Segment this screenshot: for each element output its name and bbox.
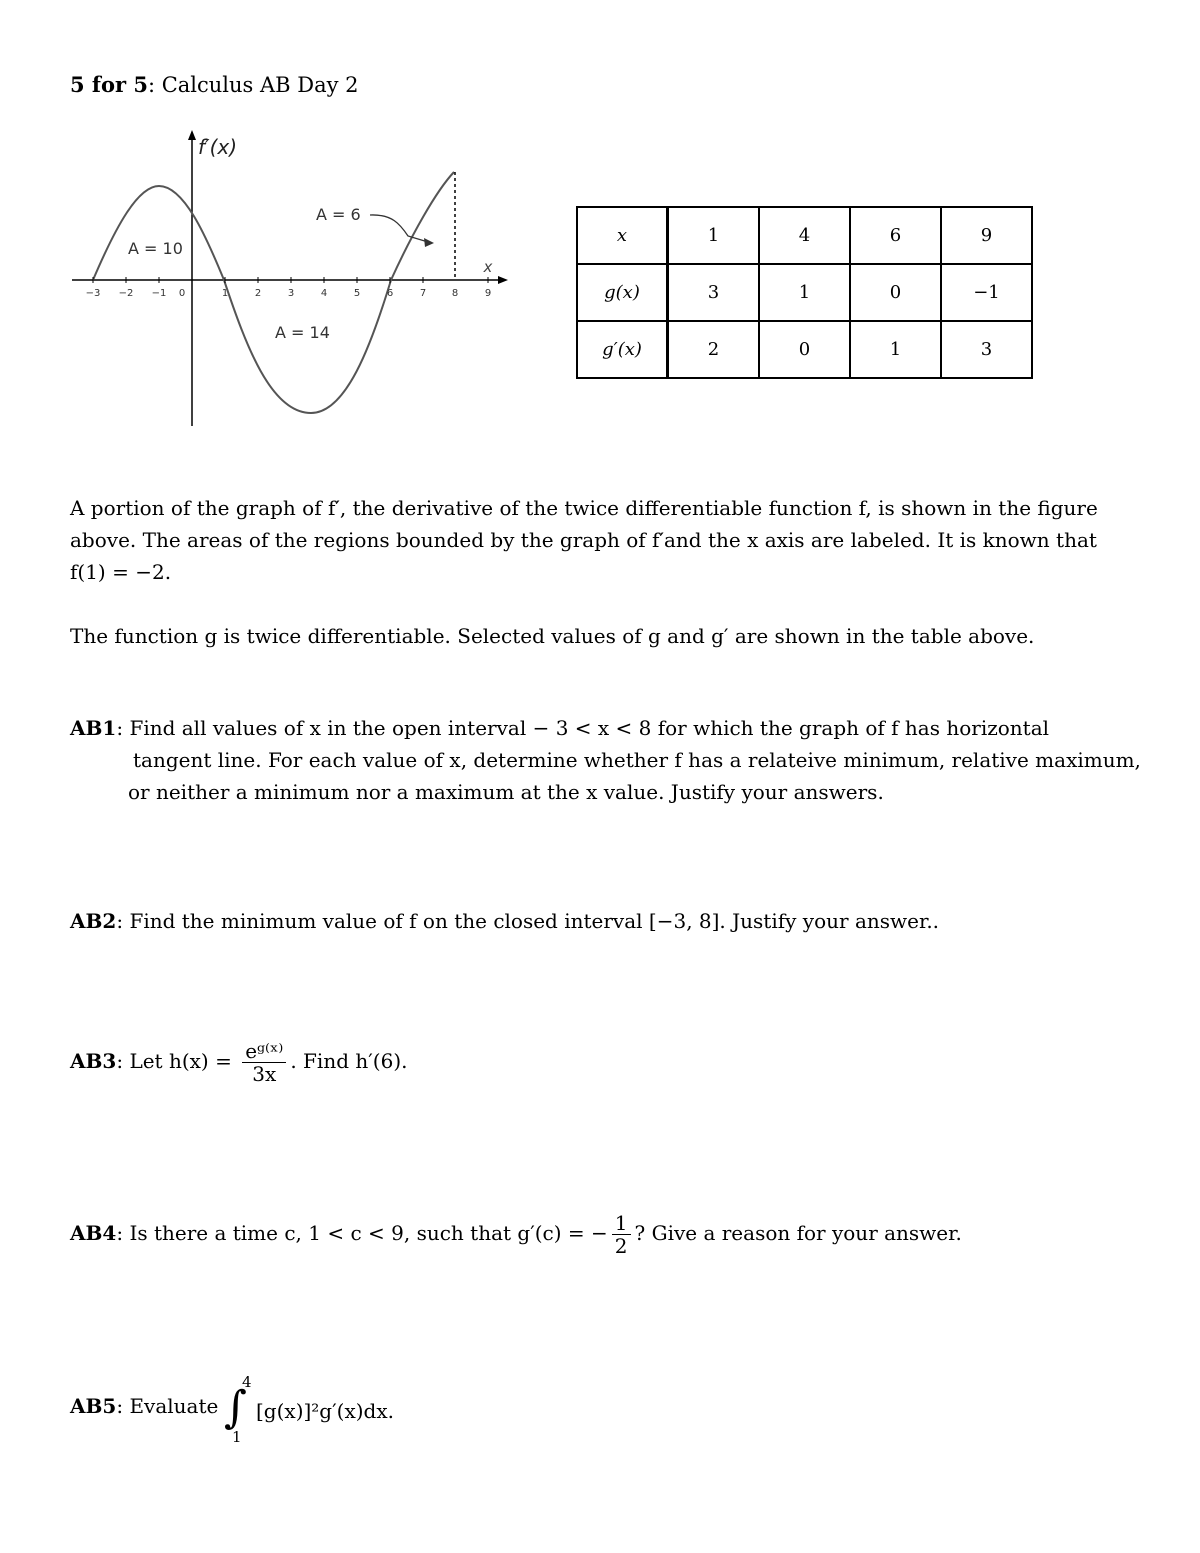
area-pointer-arrow: [370, 215, 428, 242]
x-axis-label: x: [483, 258, 493, 276]
table-cell: 0: [850, 264, 941, 321]
area-label-2: A = 14: [275, 323, 330, 342]
tick-label: 6: [386, 288, 394, 299]
table-cell: 9: [941, 207, 1032, 264]
tick-label: 9: [484, 288, 492, 299]
table-row: [577, 264, 1032, 321]
intro-paragraph-2: The function g is twice differentiable. Selected values of g and g′ are shown in the table above.: [70, 624, 1035, 648]
tick-label: −3: [85, 288, 101, 299]
integral-sign: ∫: [224, 1382, 247, 1433]
row-header-x: x: [577, 207, 668, 264]
tick-label: −2: [118, 288, 134, 299]
h-fraction: [242, 1040, 286, 1085]
table-cell: 1: [668, 207, 760, 264]
question-text: : Find all values of x in the open interval − 3 < x < 8 for which the graph of f has horizontal: [116, 716, 1050, 740]
table-cell: 2: [668, 321, 760, 378]
tick-label: 4: [320, 288, 328, 299]
y-axis-label: f′(x): [198, 135, 238, 159]
derivative-curve: [93, 172, 454, 413]
table-row: [577, 207, 1032, 264]
question-text: : Find the minimum value of f on the closed interval [−3, 8]. Justify your answer..: [116, 909, 940, 933]
question-text: : Is there a time c, 1 < c < 9, such that g′(c) = −: [116, 1221, 608, 1245]
x-axis-arrow: [498, 276, 508, 284]
question-ab1: [70, 712, 1049, 744]
page-title: [70, 72, 359, 97]
row-header-gprime: g′(x): [577, 321, 668, 378]
fraction-numerator: eᵍ⁽ˣ⁾: [242, 1040, 286, 1063]
tick-label: 7: [419, 288, 427, 299]
question-label: AB3: [70, 1049, 117, 1073]
table-cell: 1: [850, 321, 941, 378]
derivative-graph: [66, 126, 516, 436]
tick-label: 8: [451, 288, 459, 299]
values-table: [576, 206, 1033, 379]
area-label-3: A = 6: [316, 205, 361, 224]
question-ab4: [70, 1212, 962, 1257]
area-label-1: A = 10: [128, 239, 183, 258]
tick-label: 0: [178, 288, 186, 299]
intro-paragraph-1: A portion of the graph of f′, the derivative of the twice differentiable function f, is shown in the figure above. The areas of the regions bounded by the graph of f′and the x axis are labeled. It is known that f(1) = −2.: [70, 496, 1098, 584]
tick-label: 1: [221, 288, 229, 299]
table-row: [577, 321, 1032, 378]
fraction-denominator: 3x: [252, 1062, 277, 1086]
question-label: AB2: [70, 909, 117, 933]
question-label: AB4: [70, 1221, 117, 1245]
table-cell: 4: [759, 207, 850, 264]
integral-upper-limit: 4: [242, 1373, 252, 1391]
title-rest: : Calculus AB Day 2: [147, 73, 359, 97]
table-cell: 6: [850, 207, 941, 264]
question-ab1-line3: or neither a minimum nor a maximum at the x value. Justify your answers.: [128, 780, 884, 804]
tick-label: −1: [151, 288, 167, 299]
tick-label: 5: [353, 288, 361, 299]
question-label: AB1: [70, 716, 117, 740]
integrand: [g(x)]²g′(x)dx.: [256, 1399, 394, 1423]
question-label: AB5: [70, 1394, 117, 1418]
table-cell: 0: [759, 321, 850, 378]
question-ab3: [70, 1040, 407, 1085]
tick-label: 3: [287, 288, 295, 299]
area-pointer-arrowhead: [424, 238, 434, 247]
title-bold: 5 for 5: [70, 72, 148, 97]
question-text-post: ? Give a reason for your answer.: [634, 1221, 962, 1245]
question-ab5: [70, 1390, 218, 1422]
y-axis-arrow: [188, 130, 196, 140]
question-text-post: . Find h′(6).: [290, 1049, 408, 1073]
question-text: : Evaluate: [116, 1394, 219, 1418]
question-text: : Let h(x) =: [116, 1049, 232, 1073]
table-cell: 1: [759, 264, 850, 321]
question-ab1-line2: tangent line. For each value of x, determine whether f has a relateive minimum, relative maximum,: [133, 748, 1141, 772]
row-header-g: g(x): [577, 264, 668, 321]
table-cell: 3: [668, 264, 760, 321]
tick-label: 2: [254, 288, 262, 299]
table-cell: 3: [941, 321, 1032, 378]
fraction-numerator: 1: [612, 1212, 631, 1235]
question-ab2: [70, 905, 939, 937]
fraction-denominator: 2: [614, 1234, 628, 1258]
table-cell: −1: [941, 264, 1032, 321]
half-fraction: [612, 1212, 631, 1257]
integral-lower-limit: 1: [232, 1428, 242, 1446]
